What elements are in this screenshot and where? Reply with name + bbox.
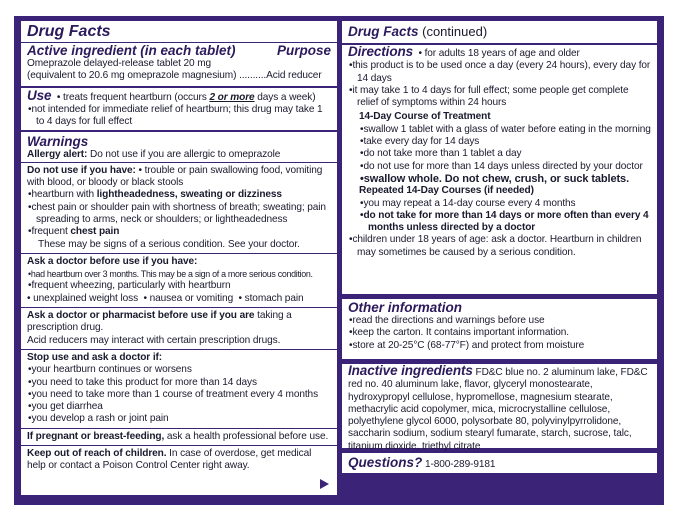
bottom-margin (0, 505, 679, 523)
directions-heading: Directions (348, 44, 414, 59)
phone-number: 1-800-289-9181 (422, 459, 496, 470)
drug-facts-panel (20, 20, 338, 496)
use-bullet-2: • not intended for immediate relief of heartburn; this drug may take 1 to 4 days for full effect (27, 104, 331, 129)
questions-panel (341, 452, 658, 474)
use-section: Use • treats frequent heartburn (occurs 2 or more days a week) • not intended for immediate relief of heartburn; this drug may take 1 to 4 days for full effect (21, 88, 337, 133)
other-information-heading: Other information (348, 300, 462, 315)
active-line-1: Omeprazole delayed-release tablet 20 mg (27, 58, 212, 69)
inactive-ingredients-heading: Inactive ingredients (348, 363, 473, 378)
continued-title: Drug Facts (348, 24, 419, 39)
drug-facts-title: Drug Facts (27, 23, 111, 40)
inactive-ingredients-panel: Inactive ingredients FD&C blue no. 2 aluminum lake, FD&C red no. 40 aluminum lake, flavor, glyceryl monostearate, hydroxypropyl cellulose, hypromellose, magnesium stearate, methacrylic acid copolymer, mica, microcrystalline cellulose, polyethylene glycol 6000, polysorbate 80, polyvinylpyrrolidone, saccharin sodium, sodium stearyl fumarate, starch, sucrose, talc, titanium dioxide, triethyl citrate (341, 363, 658, 449)
questions-heading: Questions? (348, 455, 423, 470)
top-margin (0, 0, 679, 14)
purpose-heading: Purpose (276, 43, 331, 58)
use-heading: Use (27, 87, 52, 103)
warnings-section: Warnings Allergy alert: Do not use if you are allergic to omeprazole Do not use if you have: • trouble or pain swallowing food, vomiting with blood, or bloody or black stools • heartburn with lightheadedness, sweating or dizziness • chest pain or shoulder pain with shortness of breath; sweating; pain spreading to arms, neck or shoulders; or lightheadedness • frequent chest pain These may be signs of a serious condition. See your doctor. Ask a doctor before use if you have: • had heartburn over 3 months. This may be a sign of a more serious condition. • frequent wheezing, particularly with heartburn • unexplained weight loss • nausea or vomiting • stomach pain Ask a doctor or pharmacist before use if you are taking a prescription drug. Acid reducers may interact with certain prescription drugs. Stop use and ask a doctor if: • your heartburn continues or worsens • you need to take this product for more than 14 days • you need to take more than 1 course of treatment every 4 months • you get diarrhea • you develop a rash or joint pain If pregnant or breast-feeding, ask a health professional before use. Keep out of reach of children. In case of overdose, get medical help or contact a Poison Control Center right away. (21, 132, 337, 476)
active-ingredient-heading: Active ingredient (in each tablet) (27, 43, 236, 58)
other-information-panel: Other information • read the directions and warnings before use • keep the carton. It contains important information. • store at 20-25°C (68-77°F) and protect from moisture (341, 298, 658, 360)
directions-panel: Drug Facts (continued) Directions • for adults 18 years of age and older • this product is to be used once a day (every 24 hours), every day for 14 days • it may take 1 to 4 days for full effect; some people get complete relief of symptoms within 24 hours 14-Day Course of Treatment • swallow 1 tablet with a glass of water before eating in the morning • take every day for 14 days • do not take more than 1 tablet a day • do not use for more than 14 days unless directed by your doctor • swallow whole. Do not chew, crush, or suck tablets. Repeated 14-Day Courses (if needed) • you may repeat a 14-day course every 4 months • do not take for more than 14 days or more often than every 4 months unless directed by a doctor • children under 18 years of age: ask a doctor. Heartburn in children may sometimes be caused by a serious condition. (341, 20, 658, 295)
warnings-heading: Warnings (27, 134, 89, 150)
active-line-2: (equivalent to 20.6 mg omeprazole magnesium) ..........Acid reducer (27, 70, 322, 82)
continue-arrow-icon (320, 479, 329, 489)
active-ingredient-section (21, 21, 337, 88)
